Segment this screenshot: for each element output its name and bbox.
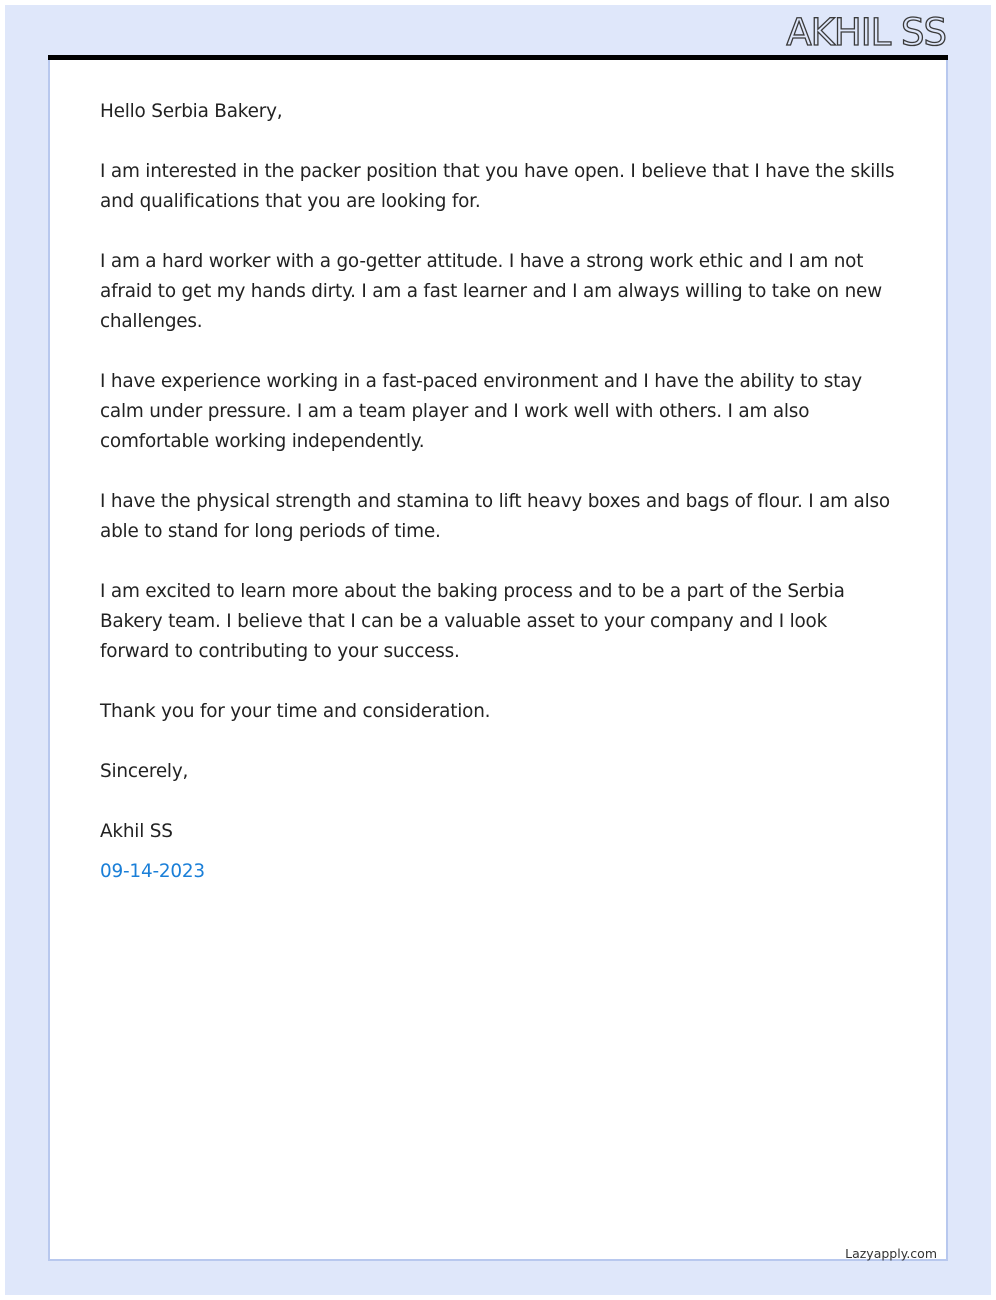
applicant-name-header: AKHIL SS	[786, 11, 946, 54]
paragraph-5: I am excited to learn more about the baking process and to be a part of the Serbia Bakery team. I believe that I can be a valuable asset to your company and I look forward to contributing to your success.	[100, 581, 845, 662]
paragraph-2: I am a hard worker with a go-getter attitude. I have a strong work ethic and I am not afraid to get my hands dirty. I am a fast learner and I am always willing to take on new challenges.	[100, 251, 883, 332]
cover-letter-body	[100, 97, 900, 917]
closing: Sincerely,	[100, 761, 189, 782]
greeting: Hello Serbia Bakery,	[100, 101, 283, 122]
paragraph-4: I have the physical strength and stamina to lift heavy boxes and bags of flour. I am also able to stand for long periods of time.	[100, 491, 890, 542]
letter-date: 09-14-2023	[100, 861, 205, 882]
footer-watermark: Lazyapply.com	[845, 1246, 937, 1261]
paragraph-6: Thank you for your time and consideration.	[100, 701, 491, 722]
signature: Akhil SS	[100, 821, 173, 842]
paragraph-3: I have experience working in a fast-paced environment and I have the ability to stay calm under pressure. I am a team player and I work well with others. I am also comfortable working independently.	[100, 371, 862, 452]
paragraph-1: I am interested in the packer position that you have open. I believe that I have the skills and qualifications that you are looking for.	[100, 161, 895, 212]
